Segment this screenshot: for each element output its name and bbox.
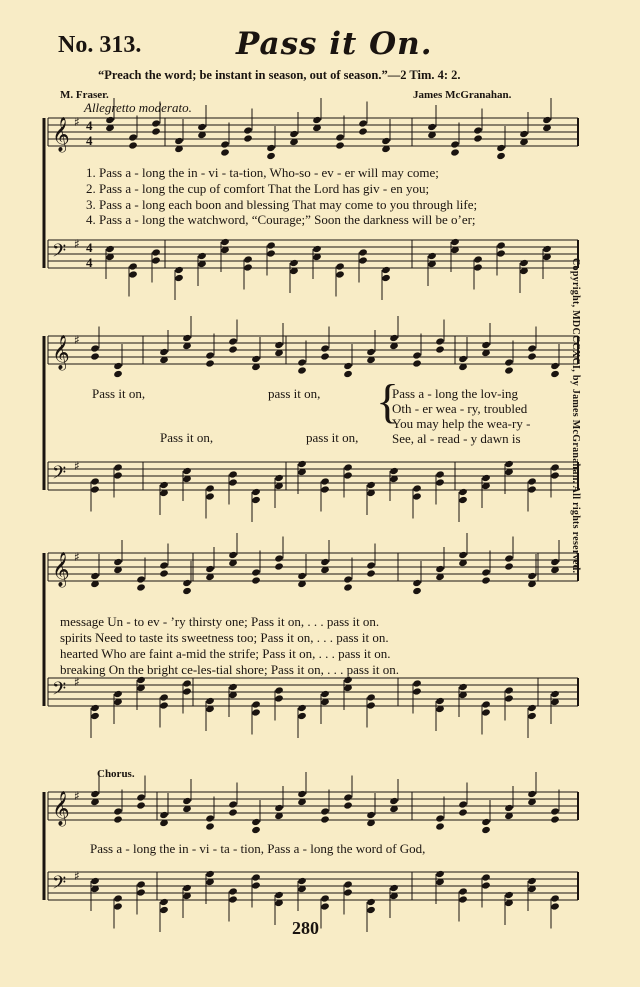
note-head [389, 334, 399, 342]
note-head [458, 355, 468, 363]
system3-verse-3: hearted Who are faint a-mid the strife; Pass it on, . . . pass it on. [60, 646, 391, 661]
note-head [151, 119, 161, 127]
note-head [228, 800, 238, 808]
note-head [243, 126, 253, 134]
note-head [473, 134, 483, 142]
note-head [251, 826, 261, 834]
note-head [481, 700, 491, 708]
note-head [458, 683, 468, 691]
key-signature: ♯ [74, 115, 80, 129]
note-head [113, 902, 123, 910]
note-head [366, 906, 376, 914]
bass-clef: 𝄢 [52, 679, 67, 704]
note-head [136, 801, 146, 809]
note-head [496, 152, 506, 160]
note-head [458, 551, 468, 559]
note-head [220, 238, 230, 246]
note-head [435, 814, 445, 822]
note-head [550, 894, 560, 902]
note-head [343, 370, 353, 378]
note-head [220, 148, 230, 156]
note-head [312, 245, 322, 253]
note-head [151, 127, 161, 135]
note-head [504, 358, 514, 366]
note-head [343, 583, 353, 591]
note-head [159, 569, 169, 577]
verse-2-line: 2. Pass a - long the cup of comfort That the Lord has giv - en you; [86, 181, 430, 196]
note-head [228, 478, 238, 486]
note-head [274, 562, 284, 570]
key-signature: ♯ [74, 459, 80, 473]
note-head [174, 274, 184, 282]
note-head [320, 902, 330, 910]
note-head [320, 558, 330, 566]
note-head [412, 492, 422, 500]
bass-clef: 𝄢 [52, 873, 67, 898]
note-head [182, 797, 192, 805]
note-head [205, 359, 215, 367]
note-head [335, 141, 345, 149]
note-head [182, 587, 192, 595]
verse-4-line: 4. Pass a - long the watchword, “Courage;” Soon the darkness will be o’er; [86, 212, 476, 227]
note-head [220, 140, 230, 148]
note-head [90, 877, 100, 885]
note-head [550, 558, 560, 566]
note-head [128, 141, 138, 149]
note-head [435, 478, 445, 486]
bass-clef: 𝄢 [52, 241, 67, 266]
note-head [113, 815, 123, 823]
note-head [297, 704, 307, 712]
refrain-lower-1: Pass it on, [160, 430, 214, 445]
note-head [550, 471, 560, 479]
note-head [435, 870, 445, 878]
page-number: 280 [292, 918, 319, 938]
note-head [228, 683, 238, 691]
note-head [527, 344, 537, 352]
note-head [105, 245, 115, 253]
note-head [550, 815, 560, 823]
note-head [251, 488, 261, 496]
note-head [366, 561, 376, 569]
note-head [289, 130, 299, 138]
note-head [197, 123, 207, 131]
note-head [366, 569, 376, 577]
note-head [297, 790, 307, 798]
refrain-upper-2: pass it on, [268, 386, 321, 401]
note-head [205, 492, 215, 500]
note-head [274, 686, 284, 694]
note-head [527, 352, 537, 360]
hymn-title: Pass it On. [236, 26, 433, 62]
note-head [90, 790, 100, 798]
note-head [159, 898, 169, 906]
lyricist-credit: M. Fraser. [60, 89, 109, 101]
note-head [205, 822, 215, 830]
scripture-epigraph: “Preach the word; be instant in season, out of season.”—2 Tim. 4: 2. [98, 68, 461, 82]
copyright-notice: Copyright, MDCCCXCI, by James McGranahan. All rights reserved. [570, 258, 581, 574]
note-head [481, 881, 491, 889]
note-head [450, 238, 460, 246]
system3-verse-1: message Un - to ev - ’ry thirsty one; Pass it on, . . . pass it on. [60, 614, 380, 629]
note-head [550, 807, 560, 815]
verse-brace: { [376, 375, 400, 428]
refrain-upper-1: Pass it on, [92, 386, 146, 401]
note-head [343, 471, 353, 479]
note-head [228, 337, 238, 345]
note-head [412, 351, 422, 359]
note-head [159, 348, 169, 356]
note-head [320, 894, 330, 902]
note-head [320, 477, 330, 485]
note-head [182, 579, 192, 587]
note-head [496, 241, 506, 249]
time-signature: 4 [86, 255, 93, 270]
note-head [435, 822, 445, 830]
note-head [274, 891, 284, 899]
note-head [113, 894, 123, 902]
note-head [90, 572, 100, 580]
tempo-marking: Allegretto moderato. [84, 100, 192, 115]
note-head [519, 259, 529, 267]
note-head [205, 484, 215, 492]
note-head [504, 562, 514, 570]
note-head [550, 370, 560, 378]
verse-1-line: 1. Pass a - long the in - vi - ta-tion, Who-so - ev - er will may come; [86, 165, 439, 180]
note-head [335, 262, 345, 270]
note-head [358, 127, 368, 135]
note-head [228, 895, 238, 903]
note-head [174, 266, 184, 274]
note-head [343, 362, 353, 370]
note-head [481, 818, 491, 826]
note-head [205, 565, 215, 573]
note-head [182, 687, 192, 695]
note-head [358, 119, 368, 127]
note-head [427, 252, 437, 260]
key-signature: ♯ [74, 869, 80, 883]
note-head [297, 460, 307, 468]
note-head [228, 887, 238, 895]
note-head [527, 477, 537, 485]
note-head [113, 690, 123, 698]
note-head [542, 116, 552, 124]
note-head [312, 116, 322, 124]
note-head [182, 679, 192, 687]
note-head [136, 793, 146, 801]
note-head [481, 708, 491, 716]
note-head [527, 790, 537, 798]
note-head [289, 259, 299, 267]
note-head [159, 811, 169, 819]
note-head [113, 807, 123, 815]
note-head [90, 477, 100, 485]
note-head [412, 359, 422, 367]
note-head [343, 888, 353, 896]
note-head [504, 804, 514, 812]
note-head [366, 701, 376, 709]
note-head [159, 481, 169, 489]
note-head [473, 255, 483, 263]
refrain-lower-2: pass it on, [306, 430, 359, 445]
note-head [297, 366, 307, 374]
note-head [266, 152, 276, 160]
note-head [90, 704, 100, 712]
note-head [136, 888, 146, 896]
note-head [243, 255, 253, 263]
note-head [481, 568, 491, 576]
note-head [389, 467, 399, 475]
note-head [136, 880, 146, 888]
treble-clef: 𝄞 [52, 335, 70, 370]
note-head [481, 474, 491, 482]
note-head [496, 249, 506, 257]
note-head [297, 877, 307, 885]
note-head [113, 370, 123, 378]
note-head [412, 587, 422, 595]
note-head [274, 554, 284, 562]
note-head [550, 362, 560, 370]
note-head [527, 712, 537, 720]
system2-verse-2: Oth - er wea - ry, troubled [392, 401, 528, 416]
note-head [297, 712, 307, 720]
note-head [381, 266, 391, 274]
treble-clef: 𝄞 [52, 117, 70, 152]
note-head [205, 870, 215, 878]
note-head [251, 818, 261, 826]
note-head [320, 807, 330, 815]
note-head [182, 884, 192, 892]
note-head [113, 463, 123, 471]
bass-clef: 𝄢 [52, 463, 67, 488]
note-head [335, 270, 345, 278]
note-head [297, 572, 307, 580]
chorus-line: Pass a - long the in - vi - ta - tion, Pass a - long the word of God, [90, 841, 426, 856]
note-head [504, 891, 514, 899]
note-head [228, 551, 238, 559]
note-head [366, 811, 376, 819]
note-head [458, 800, 468, 808]
note-head [113, 471, 123, 479]
note-head [113, 362, 123, 370]
note-head [450, 148, 460, 156]
system3-verse-2: spirits Need to taste its sweetness too; Pass it on, . . . pass it on. [60, 630, 389, 645]
note-head [435, 565, 445, 573]
note-head [251, 496, 261, 504]
note-head [205, 814, 215, 822]
note-head [90, 712, 100, 720]
note-head [105, 116, 115, 124]
note-head [151, 256, 161, 264]
note-head [274, 341, 284, 349]
note-head [251, 881, 261, 889]
note-head [496, 144, 506, 152]
note-head [128, 262, 138, 270]
note-head [435, 345, 445, 353]
note-head [504, 694, 514, 702]
note-head [159, 561, 169, 569]
key-signature: ♯ [74, 333, 80, 347]
time-signature: 4 [86, 133, 93, 148]
note-head [481, 341, 491, 349]
verse-3-line: 3. Pass a - long each boon and blessing That may come to you through life; [86, 197, 478, 212]
note-head [473, 126, 483, 134]
note-head [182, 467, 192, 475]
note-head [320, 815, 330, 823]
note-head [458, 895, 468, 903]
note-head [128, 133, 138, 141]
note-head [90, 344, 100, 352]
note-head [504, 554, 514, 562]
note-head [435, 697, 445, 705]
key-signature: ♯ [74, 550, 80, 564]
note-head [389, 797, 399, 805]
note-head [381, 274, 391, 282]
note-head [427, 123, 437, 131]
note-head [297, 358, 307, 366]
treble-clef: 𝄞 [52, 791, 70, 826]
time-signature: 4 [86, 240, 93, 255]
hymn-number: No. 313. [58, 32, 142, 58]
note-head [205, 697, 215, 705]
note-head [412, 679, 422, 687]
note-head [527, 572, 537, 580]
note-head [450, 140, 460, 148]
note-head [435, 470, 445, 478]
key-signature: ♯ [74, 675, 80, 689]
note-head [174, 137, 184, 145]
note-head [504, 366, 514, 374]
system3-verse-4: breaking On the bright ce-les-tial shore; Pass it on, . . . pass it on. [60, 662, 400, 677]
system2-verse-4: See, al - read - y dawn is [392, 431, 521, 446]
note-head [358, 248, 368, 256]
key-signature: ♯ [74, 789, 80, 803]
note-head [504, 460, 514, 468]
note-head [251, 576, 261, 584]
note-head [366, 693, 376, 701]
note-head [366, 481, 376, 489]
note-head [274, 694, 284, 702]
note-head [228, 345, 238, 353]
note-head [366, 348, 376, 356]
time-signature: 4 [86, 118, 93, 133]
note-head [243, 263, 253, 271]
note-head [481, 826, 491, 834]
note-head [343, 575, 353, 583]
note-head [159, 701, 169, 709]
note-head [343, 880, 353, 888]
note-head [228, 808, 238, 816]
note-head [366, 898, 376, 906]
note-head [519, 130, 529, 138]
note-head [527, 704, 537, 712]
note-head [136, 583, 146, 591]
note-head [90, 485, 100, 493]
note-head [251, 700, 261, 708]
note-head [243, 134, 253, 142]
note-head [320, 485, 330, 493]
note-head [320, 690, 330, 698]
note-head [266, 144, 276, 152]
note-head [527, 485, 537, 493]
note-head [458, 496, 468, 504]
note-head [251, 708, 261, 716]
note-head [504, 686, 514, 694]
note-head [412, 687, 422, 695]
note-head [197, 252, 207, 260]
note-head [320, 352, 330, 360]
key-signature: ♯ [74, 237, 80, 251]
note-head [251, 568, 261, 576]
system2-verse-1: Pass a - long the lov-ing [392, 386, 519, 401]
treble-clef: 𝄞 [52, 552, 70, 587]
note-head [228, 470, 238, 478]
note-head [358, 256, 368, 264]
note-head [458, 488, 468, 496]
note-head [550, 463, 560, 471]
note-head [113, 558, 123, 566]
note-head [128, 270, 138, 278]
note-head [159, 906, 169, 914]
note-head [205, 351, 215, 359]
note-head [266, 249, 276, 257]
note-head [136, 575, 146, 583]
note-head [90, 352, 100, 360]
note-head [274, 474, 284, 482]
note-head [458, 808, 468, 816]
system2-verse-3: You may help the wea-ry - [392, 416, 531, 431]
note-head [458, 887, 468, 895]
note-head [274, 804, 284, 812]
note-head [381, 137, 391, 145]
note-head [550, 902, 560, 910]
note-head [435, 337, 445, 345]
note-head [412, 484, 422, 492]
composer-credit: James McGranahan. [413, 89, 512, 101]
note-head [389, 884, 399, 892]
note-head [335, 133, 345, 141]
note-head [542, 245, 552, 253]
note-head [527, 877, 537, 885]
note-head [182, 334, 192, 342]
note-head [343, 793, 353, 801]
note-head [266, 241, 276, 249]
note-head [251, 355, 261, 363]
note-head [343, 801, 353, 809]
note-head [343, 463, 353, 471]
note-head [481, 873, 491, 881]
note-head [481, 576, 491, 584]
chorus-label: Chorus. [97, 768, 135, 780]
note-head [251, 873, 261, 881]
note-head [550, 690, 560, 698]
note-head [151, 248, 161, 256]
note-head [320, 344, 330, 352]
note-head [473, 263, 483, 271]
note-head [412, 579, 422, 587]
note-head [159, 693, 169, 701]
